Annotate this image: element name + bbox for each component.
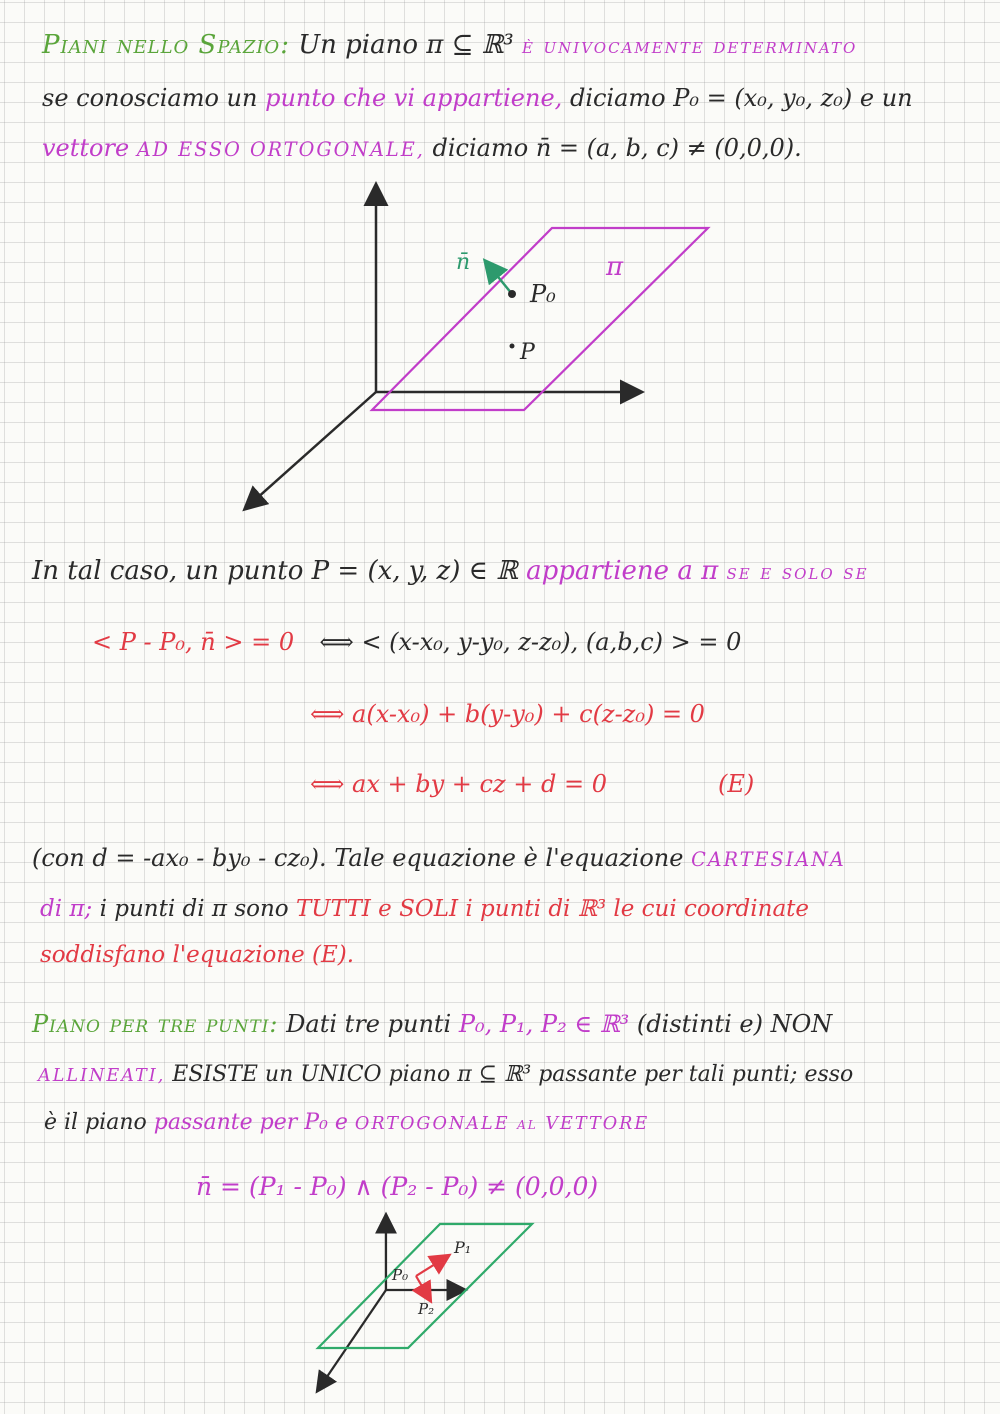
section2-line3 <box>44 1110 649 1135</box>
cartesian-line1-text: (con d = -ax₀ - by₀ - cz₀). Tale equazione è l'equazione <box>32 844 684 872</box>
plane-pi <box>372 228 708 410</box>
equation-3-tag: (E) <box>718 770 755 798</box>
condition-belongs: appartiene a π <box>526 556 719 586</box>
condition-line <box>32 556 869 586</box>
cartesian-line1 <box>32 844 846 872</box>
cartesian-line2-di-pi: di π; <box>40 896 93 922</box>
section1-heading: Piani nello Spazio: <box>42 30 290 60</box>
section1-line2-p0: diciamo P₀ = (x₀, y₀, z₀) e un <box>569 84 913 112</box>
section2-line3-ortogonale: ORTOGONALE al VETTORE <box>354 1114 650 1134</box>
fig2-p2-label: P₂ <box>418 1300 435 1318</box>
fig2-vector-p2 <box>416 1276 430 1300</box>
equation-3-body: ⟺ ax + by + cz + d = 0 <box>310 770 607 798</box>
cartesian-line2-text: i punti di π sono <box>99 896 289 922</box>
equation-1 <box>92 628 741 656</box>
fig2-vector-p1 <box>416 1256 448 1276</box>
section1-line3-normal: diciamo n̄ = (a, b, c) ≠ (0,0,0). <box>432 134 802 162</box>
fig2-plane <box>318 1224 532 1348</box>
equation-1-right: ⟺ < (x-x₀, y-y₀, z-z₀), (a,b,c) > = 0 <box>319 628 742 656</box>
condition-iff: se e solo se <box>726 560 869 584</box>
equation-3 <box>310 770 607 798</box>
section2-heading: Piano per tre punti: <box>32 1010 279 1038</box>
section1-line1-caps: è univocamente determinato <box>521 34 858 58</box>
section2-line3-passing: passante per P₀ e <box>153 1110 348 1135</box>
cartesian-line2-all: TUTTI e SOLI i punti di ℝ³ le cui coordinate <box>295 896 810 922</box>
fig2-p0-label: P₀ <box>392 1266 409 1284</box>
x-axis <box>246 392 376 508</box>
point-p0 <box>508 290 516 298</box>
p-label: P <box>520 340 535 365</box>
cartesian-line3: soddisfano l'equazione (E). <box>40 942 355 968</box>
section2-line2-passing: passante per tali punti; esso <box>538 1062 854 1087</box>
pi-label: π <box>606 252 624 282</box>
fig2-x-axis <box>318 1290 386 1390</box>
section1-line3-vettore: vettore <box>42 134 130 162</box>
section2-line1-text: Dati tre punti <box>286 1010 452 1038</box>
cartesian-line2 <box>40 896 809 922</box>
section1-line3-ortogonale: AD ESSO ORTOGONALE, <box>136 138 425 161</box>
equation-1-left: < P - P₀, n̄ > = 0 <box>92 628 295 656</box>
section2-line2-allineati: ALLINEATI, <box>38 1066 166 1086</box>
section2-formula: n̄ = (P₁ - P₀) ∧ (P₂ - P₀) ≠ (0,0,0) <box>196 1172 599 1201</box>
normal-vector-label: n̄ <box>456 250 471 275</box>
section2-line3-text: è il piano <box>44 1110 147 1135</box>
section2-line1 <box>32 1010 832 1038</box>
normal-vector <box>486 262 512 294</box>
fig2-p1-label: P₁ <box>454 1238 472 1257</box>
section2-line1-non: (distinti e) NON <box>636 1010 833 1038</box>
section1-line1-plane: π ⊆ ℝ³ <box>426 30 514 60</box>
section1-line2-point: punto che vi appartiene, <box>265 84 563 112</box>
cartesian-word: CARTESIANA <box>691 848 846 871</box>
equation-2: ⟺ a(x-x₀) + b(y-y₀) + c(z-z₀) = 0 <box>310 700 705 728</box>
p0-label: P₀ <box>530 280 556 308</box>
section2-line2-exists: ESISTE un UNICO piano π ⊆ ℝ³ <box>172 1062 532 1087</box>
section2-line1-points: P₀, P₁, P₂ ∈ ℝ³ <box>458 1010 630 1038</box>
section1-line2-text: se conosciamo un <box>42 84 258 112</box>
condition-text: In tal caso, un punto P = (x, y, z) ∈ ℝ <box>32 556 518 586</box>
section1-line1-text: Un piano <box>298 30 418 60</box>
section2-line2 <box>38 1062 853 1087</box>
point-p <box>510 344 515 349</box>
